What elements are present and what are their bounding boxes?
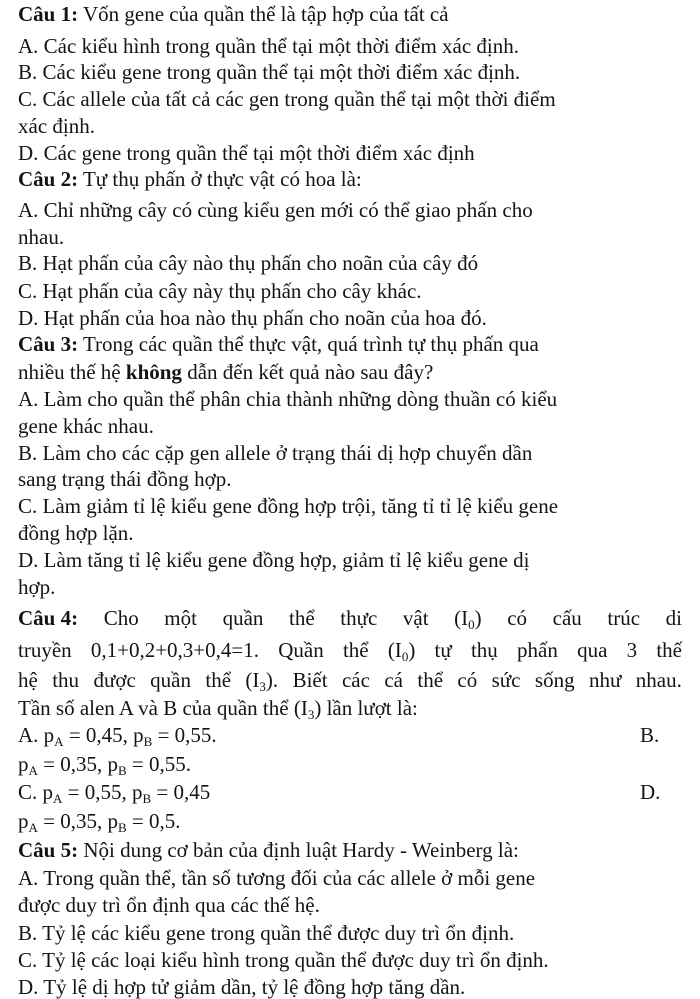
word: sức: [491, 668, 521, 692]
word: hệ: [18, 668, 38, 692]
word: như: [588, 668, 622, 692]
question-3-option-b: B. Làm cho các cặp gen allele ở trạng thái dị hợp chuyển dần: [18, 441, 533, 465]
question-5-option-d: D. Tỷ lệ dị hợp tử giảm dần, tỷ lệ đồng hợp tăng dần.: [18, 975, 466, 999]
question-1-stem: Câu 1: Vốn gene của quần thể là tập hợp của tất cả: [18, 2, 449, 26]
question-1-option-a: A. Các kiểu hình trong quần thể tại một thời điểm xác định.: [18, 34, 520, 58]
question-4-stem-line-4: Tần số alen A và B của quần thể $(I_3)$ lần lượt là:: [18, 696, 418, 722]
word: một: [164, 606, 197, 630]
question-3-option-c: C. Làm giảm tỉ lệ kiểu gene đồng hợp trội, tăng tỉ tỉ lệ kiểu gene: [18, 494, 559, 518]
word: thể: [417, 668, 444, 692]
question-1-option-c-cont: xác định.: [18, 114, 95, 138]
word: sống: [534, 668, 575, 692]
word: $(I_0)$: [387, 638, 416, 664]
word: $(I_3)$.: [245, 668, 279, 694]
question-2-option-a: A. Chỉ những cây có cùng kiểu gen mới có thể giao phấn cho: [18, 198, 533, 222]
word: nhau.: [635, 668, 682, 692]
question-5-option-c: C. Tỷ lệ các loại kiểu hình trong quần thể được duy trì ổn định.: [18, 948, 549, 972]
word: các: [341, 668, 370, 692]
question-4-option-b-label: B.: [640, 723, 660, 747]
question-5-option-a: A. Trong quần thể, tần số tương đối của các allele ở mỗi gene: [18, 866, 536, 890]
question-5-option-a-cont: được duy trì ổn định qua các thế hệ.: [18, 893, 320, 917]
question-3-option-c-cont: đồng hợp lặn.: [18, 521, 134, 545]
word: di: [665, 606, 682, 630]
word: có: [507, 606, 528, 630]
question-2-stem: Câu 2: Tự thụ phấn ở thực vật có hoa là:: [18, 167, 362, 191]
question-4-stem-line-1: [18, 606, 682, 630]
question-3-stem: Câu 3: Trong các quần thể thực vật, quá trình tự thụ phấn qua: [18, 332, 539, 356]
word: vật: [402, 606, 429, 630]
question-1-option-c: C. Các allele của tất cả các gen trong quần thể tại một thời điểm: [18, 87, 556, 111]
question-4-option-c: C. $p_A = 0,55$, $p_B = 0,45$: [18, 780, 211, 806]
word: 0,1+0,2+0,3+0,4=1.: [90, 638, 259, 662]
question-2-option-b: B. Hạt phấn của cây nào thụ phấn cho noãn của cây đó: [18, 251, 479, 275]
word: thể: [342, 638, 369, 662]
word: thể: [205, 668, 232, 692]
question-2-label: Câu 2:: [18, 167, 79, 191]
word: cá: [384, 668, 403, 692]
question-1-option-b: B. Các kiểu gene trong quần thể tại một thời điểm xác định.: [18, 60, 521, 84]
word: quần: [150, 668, 191, 692]
word: phấn: [517, 638, 558, 662]
question-3-option-a-cont: gene khác nhau.: [18, 414, 154, 438]
question-5-stem: Câu 5: Nội dung cơ bản của định luật Hardy - Weinberg là:: [18, 838, 519, 862]
question-3-option-b-cont: sang trạng thái đồng hợp.: [18, 467, 232, 491]
question-4-option-a: A. $p_A = 0,45$, $p_B = 0,55$.: [18, 723, 217, 749]
question-1-label: Câu 1:: [18, 2, 79, 26]
word: 3: [626, 638, 638, 662]
word: cấu: [552, 606, 582, 630]
word: thế: [656, 638, 682, 662]
word: quần: [222, 606, 264, 630]
question-4-stem-line-3: [18, 668, 682, 692]
word: thực: [340, 606, 378, 630]
question-4-option-d: $p_A = 0,35$, $p_B = 0,5$.: [18, 809, 181, 835]
word: Cho: [103, 606, 139, 630]
question-3-stem-cont: nhiều thế hệ không dẫn đến kết quả nào sau đây?: [18, 360, 434, 384]
word: có: [457, 668, 478, 692]
question-1-option-d: D. Các gene trong quần thể tại một thời điểm xác định: [18, 141, 475, 165]
question-4-option-d-label: D.: [640, 780, 661, 804]
question-3-option-d-cont: hợp.: [18, 575, 56, 599]
word: thụ: [470, 638, 498, 662]
word: truyền: [18, 638, 72, 662]
word: qua: [577, 638, 608, 662]
question-3-option-d: D. Làm tăng tỉ lệ kiểu gene đồng hợp, giảm tỉ lệ kiểu gene dị: [18, 548, 530, 572]
word: Quần: [278, 638, 324, 662]
word: Biết: [292, 668, 328, 692]
question-2-option-c: C. Hạt phấn của cây này thụ phấn cho cây khác.: [18, 279, 422, 303]
word: trúc: [607, 606, 641, 630]
question-4-stem-line-2: [18, 638, 682, 662]
question-4-label: Câu 4:: [18, 606, 79, 630]
word: $(I_0)$: [454, 606, 482, 632]
question-3-label: Câu 3:: [18, 332, 79, 356]
question-5-option-b: B. Tỷ lệ các kiểu gene trong quần thể được duy trì ổn định.: [18, 921, 515, 945]
question-5-label: Câu 5:: [18, 838, 79, 862]
question-4-option-b: $p_A = 0,35$, $p_B = 0,55$.: [18, 752, 191, 778]
word: tự: [434, 638, 452, 662]
question-2-option-d: D. Hạt phấn của hoa nào thụ phấn cho noãn của hoa đó.: [18, 306, 487, 330]
word: thể: [288, 606, 315, 630]
question-3-option-a: A. Làm cho quần thể phân chia thành những dòng thuần có kiểu: [18, 387, 558, 411]
question-2-option-a-cont: nhau.: [18, 225, 65, 249]
word: được: [93, 668, 136, 692]
word: thu: [52, 668, 80, 692]
